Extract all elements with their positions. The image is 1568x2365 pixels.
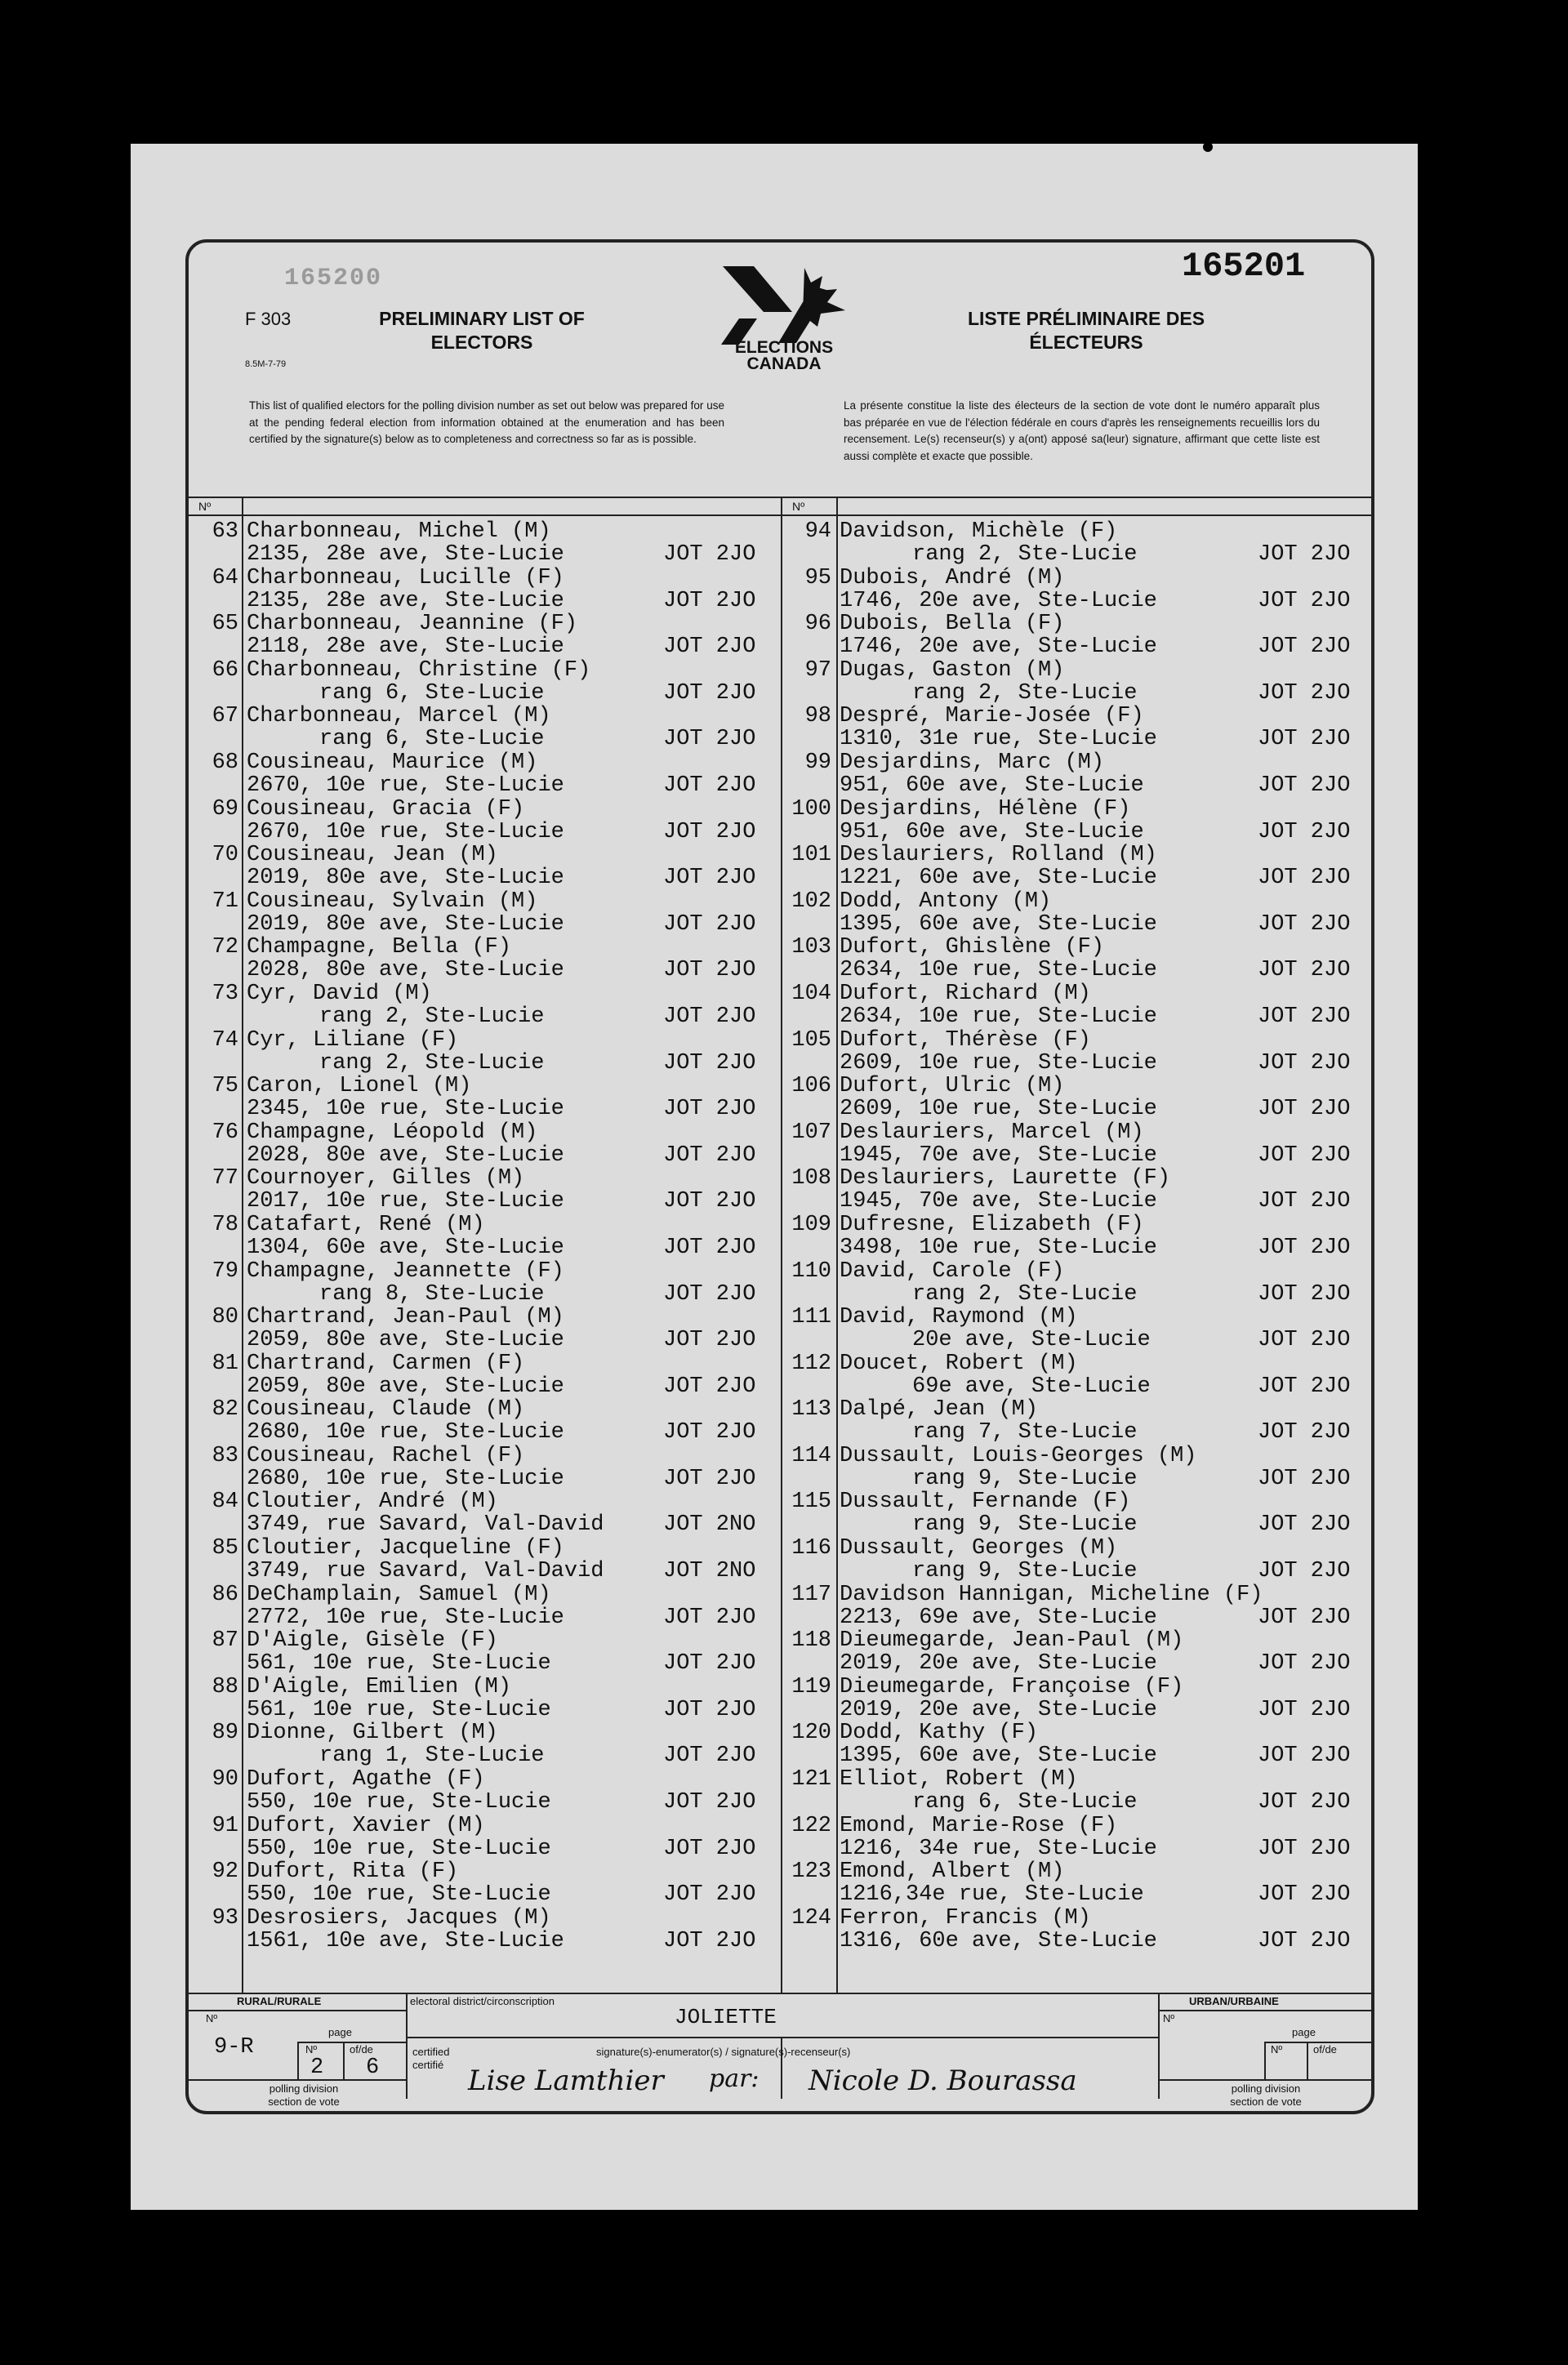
- elector-number: 118: [791, 1628, 831, 1654]
- footer-top-rule: [189, 1993, 1373, 1994]
- elector-name: Dufresne, Elizabeth (F): [840, 1212, 1144, 1237]
- elector-number: 91: [212, 1813, 238, 1838]
- elector-number: 105: [791, 1027, 831, 1053]
- elector-address: 1561, 10e ave, Ste-Lucie: [247, 1928, 564, 1953]
- elector-number: 69: [212, 796, 238, 822]
- elector-number: 115: [791, 1490, 831, 1515]
- elector-name: Despré, Marie-Josée (F): [840, 704, 1144, 729]
- elector-number: 72: [212, 935, 238, 960]
- urban-page-label: page: [1292, 2026, 1316, 2038]
- elector-address: 2213, 69e ave, Ste-Lucie: [840, 1605, 1157, 1630]
- elector-postal-code: JOT 2JO: [663, 1420, 756, 1445]
- elector-address: 1216, 34e rue, Ste-Lucie: [840, 1836, 1157, 1861]
- elector-name: Charbonneau, Christine (F): [247, 657, 591, 683]
- elector-number: 103: [791, 935, 831, 960]
- elector-address: rang 2, Ste-Lucie: [319, 1004, 545, 1029]
- elector-address: 69e ave, Ste-Lucie: [912, 1374, 1151, 1399]
- elector-number: 81: [212, 1351, 238, 1376]
- elector-address: 2670, 10e rue, Ste-Lucie: [247, 773, 564, 798]
- elector-name: Dussault, Georges (M): [840, 1536, 1118, 1561]
- urban-bottom-rule: [1158, 2079, 1373, 2081]
- title-french: LISTE PRÉLIMINAIRE DES ÉLECTEURS: [967, 308, 1205, 353]
- elector-address: rang 2, Ste-Lucie: [319, 1050, 545, 1076]
- elector-address: 2772, 10e rue, Ste-Lucie: [247, 1605, 564, 1630]
- elector-number: 107: [791, 1120, 831, 1145]
- elector-postal-code: JOT 2JO: [663, 1374, 756, 1399]
- elector-name: David, Carole (F): [840, 1258, 1065, 1284]
- elector-number: 101: [791, 843, 831, 868]
- elector-postal-code: JOT 2NO: [663, 1559, 756, 1584]
- form-code: F 303: [245, 309, 292, 329]
- elector-name: Dufort, Rita (F): [247, 1859, 459, 1885]
- elector-number: 123: [791, 1859, 831, 1885]
- elector-postal-code: JOT 2JO: [663, 1790, 756, 1815]
- elector-address: 2680, 10e rue, Ste-Lucie: [247, 1466, 564, 1491]
- elector-number: 63: [212, 519, 238, 544]
- number-header-left: Nº: [198, 500, 212, 513]
- elector-address: 2019, 80e ave, Ste-Lucie: [247, 911, 564, 937]
- elector-postal-code: JOT 2JO: [1258, 911, 1351, 937]
- elector-postal-code: JOT 2JO: [1258, 1836, 1351, 1861]
- elector-name: Elliot, Robert (M): [840, 1767, 1078, 1793]
- elector-address: 1310, 31e rue, Ste-Lucie: [840, 727, 1157, 752]
- elector-postal-code: JOT 2JO: [663, 1328, 756, 1353]
- elector-number: 104: [791, 981, 831, 1006]
- elector-postal-code: JOT 2JO: [1258, 1697, 1351, 1722]
- elector-address: 951, 60e ave, Ste-Lucie: [840, 773, 1144, 798]
- urban-label: URBAN/URBAINE: [1189, 1995, 1279, 2007]
- page-box-rule-1: [297, 2042, 299, 2079]
- elector-number: 84: [212, 1490, 238, 1515]
- elector-name: Desjardins, Hélène (F): [840, 796, 1131, 822]
- intro-text-english: This list of qualified electors for the polling division number as set out below was prepared for use at the pending federal election from information obtained at the enumeration and has been certified by the signature(s) below as to completeness and correctness so far as is possible.: [249, 399, 724, 445]
- elector-address: rang 2, Ste-Lucie: [912, 542, 1138, 567]
- elector-address: rang 8, Ste-Lucie: [319, 1281, 545, 1307]
- elector-number: 65: [212, 612, 238, 637]
- elector-name: Dussault, Fernande (F): [840, 1490, 1131, 1515]
- page-number: 2: [310, 2055, 324, 2080]
- elector-postal-code: JOT 2JO: [663, 1142, 756, 1168]
- elector-name: Emond, Marie-Rose (F): [840, 1813, 1118, 1838]
- elector-number: 88: [212, 1674, 238, 1699]
- elector-address: 550, 10e rue, Ste-Lucie: [247, 1790, 551, 1815]
- elector-name: David, Raymond (M): [840, 1305, 1078, 1330]
- elector-postal-code: JOT 2JO: [663, 727, 756, 752]
- elector-address: rang 9, Ste-Lucie: [912, 1512, 1138, 1538]
- elector-number: 92: [212, 1859, 238, 1885]
- elector-number: 73: [212, 981, 238, 1006]
- elector-name: Cournoyer, Gilles (M): [247, 1166, 525, 1191]
- elector-postal-code: JOT 2JO: [1258, 1790, 1351, 1815]
- elector-address: rang 6, Ste-Lucie: [319, 727, 545, 752]
- elector-postal-code: JOT 2JO: [1258, 1097, 1351, 1122]
- elector-name: Chartrand, Carmen (F): [247, 1351, 525, 1376]
- elector-name: Doucet, Robert (M): [840, 1351, 1078, 1376]
- page-total: 6: [366, 2055, 380, 2080]
- elector-address: 2634, 10e rue, Ste-Lucie: [840, 958, 1157, 983]
- elector-name: Cousineau, Sylvain (M): [247, 889, 538, 914]
- elector-number: 77: [212, 1166, 238, 1191]
- elector-postal-code: JOT 2JO: [663, 1466, 756, 1491]
- serial-number: 165201: [1182, 247, 1306, 286]
- elector-name: Deslauriers, Marcel (M): [840, 1120, 1144, 1145]
- elector-address: 20e ave, Ste-Lucie: [912, 1328, 1151, 1353]
- right-number-column-rule: [836, 497, 838, 1993]
- elector-number: 89: [212, 1721, 238, 1746]
- elector-number: 110: [791, 1258, 831, 1284]
- urban-polling-division-label: polling division section de vote: [1230, 2082, 1302, 2108]
- elector-name: Dalpé, Jean (M): [840, 1397, 1039, 1423]
- elector-number: 87: [212, 1628, 238, 1654]
- elector-name: Dodd, Kathy (F): [840, 1721, 1039, 1746]
- elector-address: 1395, 60e ave, Ste-Lucie: [840, 911, 1157, 937]
- elector-name: Dufort, Thérèse (F): [840, 1027, 1091, 1053]
- elector-number: 90: [212, 1767, 238, 1793]
- elector-name: Cousineau, Gracia (F): [247, 796, 525, 822]
- elector-address: 2019, 20e ave, Ste-Lucie: [840, 1697, 1157, 1722]
- elector-number: 67: [212, 704, 238, 729]
- elector-postal-code: JOT 2JO: [1258, 819, 1351, 844]
- elector-postal-code: JOT 2JO: [1258, 1281, 1351, 1307]
- elector-name: Charbonneau, Marcel (M): [247, 704, 551, 729]
- elector-address: 1746, 20e ave, Ste-Lucie: [840, 635, 1157, 660]
- number-header-right: Nº: [792, 500, 805, 513]
- elector-address: rang 1, Ste-Lucie: [319, 1744, 545, 1769]
- elector-postal-code: JOT 2JO: [663, 1189, 756, 1214]
- elector-number: 114: [791, 1443, 831, 1468]
- elector-address: 2345, 10e rue, Ste-Lucie: [247, 1097, 564, 1122]
- elector-number: 74: [212, 1027, 238, 1053]
- elector-address: 1945, 70e ave, Ste-Lucie: [840, 1142, 1157, 1168]
- elector-postal-code: JOT 2JO: [663, 1697, 756, 1722]
- elector-number: 108: [791, 1166, 831, 1191]
- elector-address: rang 9, Ste-Lucie: [912, 1559, 1138, 1584]
- elector-postal-code: JOT 2JO: [1258, 588, 1351, 613]
- elector-postal-code: JOT 2JO: [1258, 1744, 1351, 1769]
- elector-name: D'Aigle, Emilien (M): [247, 1674, 512, 1699]
- elector-number: 85: [212, 1536, 238, 1561]
- elector-name: Desrosiers, Jacques (M): [247, 1905, 551, 1931]
- elector-postal-code: JOT 2JO: [1258, 1928, 1351, 1953]
- elector-address: 3498, 10e rue, Ste-Lucie: [840, 1235, 1157, 1260]
- elector-name: Dionne, Gilbert (M): [247, 1721, 498, 1746]
- elector-name: Deslauriers, Rolland (M): [840, 843, 1157, 868]
- elector-address: 1395, 60e ave, Ste-Lucie: [840, 1744, 1157, 1769]
- enumerator-signature-1: Lise Lamthier: [468, 2064, 664, 2097]
- elector-number: 96: [804, 612, 831, 637]
- elector-address: 2634, 10e rue, Ste-Lucie: [840, 1004, 1157, 1029]
- punch-hole: [1203, 142, 1213, 152]
- elector-name: Dufort, Ulric (M): [840, 1074, 1065, 1099]
- elector-name: DeChamplain, Samuel (M): [247, 1582, 551, 1607]
- elector-postal-code: JOT 2JO: [663, 588, 756, 613]
- elector-number: 102: [791, 889, 831, 914]
- elector-number: 76: [212, 1120, 238, 1145]
- elector-name: Cloutier, Jacqueline (F): [247, 1536, 564, 1561]
- elector-number: 79: [212, 1258, 238, 1284]
- elector-address: 2670, 10e rue, Ste-Lucie: [247, 819, 564, 844]
- page-of-label: of/de: [350, 2043, 373, 2055]
- rural-no-label: Nº: [206, 2012, 218, 2024]
- elector-name: Champagne, Bella (F): [247, 935, 512, 960]
- footer-left-rule: [406, 1993, 408, 2099]
- left-number-column-rule: [242, 497, 243, 1993]
- elector-address: 2135, 28e ave, Ste-Lucie: [247, 588, 564, 613]
- elector-number: 99: [804, 750, 831, 775]
- elector-address: 3749, rue Savard, Val-David: [247, 1559, 604, 1584]
- elector-name: Dufort, Richard (M): [840, 981, 1091, 1006]
- elector-address: 2019, 20e ave, Ste-Lucie: [840, 1651, 1157, 1677]
- elector-address: rang 6, Ste-Lucie: [912, 1790, 1138, 1815]
- elector-address: 1316, 60e ave, Ste-Lucie: [840, 1928, 1157, 1953]
- elector-postal-code: JOT 2JO: [663, 1651, 756, 1677]
- elector-address: rang 2, Ste-Lucie: [912, 680, 1138, 706]
- elector-postal-code: JOT 2JO: [1258, 958, 1351, 983]
- rural-label: RURAL/RURALE: [237, 1995, 322, 2007]
- signature-label: signature(s)-enumerator(s) / signature(s)-recenseur(s): [596, 2046, 851, 2058]
- elector-address: 550, 10e rue, Ste-Lucie: [247, 1836, 551, 1861]
- elector-postal-code: JOT 2JO: [1258, 1050, 1351, 1076]
- elector-address: 561, 10e rue, Ste-Lucie: [247, 1651, 551, 1677]
- page-no-label: Nº: [305, 2043, 318, 2055]
- elector-postal-code: JOT 2JO: [1258, 1235, 1351, 1260]
- elector-name: Davidson, Michèle (F): [840, 519, 1118, 544]
- elector-number: 68: [212, 750, 238, 775]
- elector-postal-code: JOT 2JO: [663, 1882, 756, 1908]
- elector-postal-code: JOT 2JO: [663, 1004, 756, 1029]
- elector-name: Davidson Hannigan, Micheline (F): [840, 1582, 1263, 1607]
- elector-address: 2680, 10e rue, Ste-Lucie: [247, 1420, 564, 1445]
- elector-address: rang 2, Ste-Lucie: [912, 1281, 1138, 1307]
- elector-postal-code: JOT 2JO: [1258, 1559, 1351, 1584]
- elector-name: Dufort, Xavier (M): [247, 1813, 485, 1838]
- elector-address: 2609, 10e rue, Ste-Lucie: [840, 1050, 1157, 1076]
- elector-name: Caron, Lionel (M): [247, 1074, 472, 1099]
- elector-postal-code: JOT 2JO: [1258, 1512, 1351, 1538]
- elector-name: Dieumegarde, Jean-Paul (M): [840, 1628, 1184, 1654]
- elector-number: 100: [791, 796, 831, 822]
- elector-number: 94: [804, 519, 831, 544]
- rural-label-rule: [189, 2010, 406, 2011]
- signature-by: par:: [709, 2064, 760, 2093]
- elector-address: 561, 10e rue, Ste-Lucie: [247, 1697, 551, 1722]
- elector-address: 3749, rue Savard, Val-David: [247, 1512, 604, 1538]
- elector-number: 78: [212, 1212, 238, 1237]
- elector-postal-code: JOT 2JO: [1258, 635, 1351, 660]
- elector-number: 119: [791, 1674, 831, 1699]
- elector-number: 80: [212, 1305, 238, 1330]
- elector-number: 122: [791, 1813, 831, 1838]
- elector-name: Cousineau, Claude (M): [247, 1397, 525, 1423]
- elector-number: 75: [212, 1074, 238, 1099]
- elector-name: Chartrand, Jean-Paul (M): [247, 1305, 564, 1330]
- elector-number: 93: [212, 1905, 238, 1931]
- elector-postal-code: JOT 2JO: [1258, 1004, 1351, 1029]
- elector-name: Dubois, Bella (F): [840, 612, 1065, 637]
- elector-postal-code: JOT 2JO: [1258, 1651, 1351, 1677]
- elector-address: 2059, 80e ave, Ste-Lucie: [247, 1328, 564, 1353]
- elector-name: Charbonneau, Lucille (F): [247, 565, 564, 590]
- elector-number: 82: [212, 1397, 238, 1423]
- elector-number: 109: [791, 1212, 831, 1237]
- elector-address: 2019, 80e ave, Ste-Lucie: [247, 866, 564, 891]
- page-box-rule-2: [343, 2042, 345, 2079]
- elector-address: rang 6, Ste-Lucie: [319, 680, 545, 706]
- elector-address: 1216,34e rue, Ste-Lucie: [840, 1882, 1144, 1908]
- elector-number: 111: [791, 1305, 831, 1330]
- elector-postal-code: JOT 2JO: [663, 680, 756, 706]
- elector-name: Deslauriers, Laurette (F): [840, 1166, 1171, 1191]
- elector-postal-code: JOT 2JO: [663, 542, 756, 567]
- elector-name: Cyr, David (M): [247, 981, 432, 1006]
- elector-address: rang 7, Ste-Lucie: [912, 1420, 1138, 1445]
- elector-address: 550, 10e rue, Ste-Lucie: [247, 1882, 551, 1908]
- elector-postal-code: JOT 2JO: [663, 1235, 756, 1260]
- elector-name: Catafart, René (M): [247, 1212, 485, 1237]
- elector-address: rang 9, Ste-Lucie: [912, 1466, 1138, 1491]
- elector-address: 2609, 10e rue, Ste-Lucie: [840, 1097, 1157, 1122]
- column-divider-rule: [781, 497, 782, 1993]
- urban-label-rule: [1158, 2010, 1373, 2011]
- elector-postal-code: JOT 2JO: [663, 773, 756, 798]
- elector-name: Cousineau, Maurice (M): [247, 750, 538, 775]
- urban-page-box-rule-1: [1264, 2042, 1266, 2079]
- polling-division-number: 9-R: [214, 2035, 254, 2060]
- elector-name: Charbonneau, Michel (M): [247, 519, 551, 544]
- elector-postal-code: JOT 2JO: [1258, 1466, 1351, 1491]
- title-english: PRELIMINARY LIST OF ELECTORS: [379, 308, 585, 353]
- elector-postal-code: JOT 2JO: [1258, 1420, 1351, 1445]
- elector-postal-code: JOT 2JO: [1258, 542, 1351, 567]
- elector-number: 106: [791, 1074, 831, 1099]
- elector-name: Cyr, Liliane (F): [247, 1027, 459, 1053]
- elector-name: Cloutier, André (M): [247, 1490, 498, 1515]
- polling-division-label: polling division section de vote: [268, 2082, 340, 2108]
- elector-number: 117: [791, 1582, 831, 1607]
- elector-number: 98: [804, 704, 831, 729]
- elector-number: 86: [212, 1582, 238, 1607]
- elector-name: Dufort, Agathe (F): [247, 1767, 485, 1793]
- certified-label: certified certifié: [412, 2046, 450, 2071]
- elector-name: Champagne, Léopold (M): [247, 1120, 538, 1145]
- svg-text:CANADA: CANADA: [746, 354, 822, 373]
- elector-name: Dussault, Louis-Georges (M): [840, 1443, 1197, 1468]
- elector-postal-code: JOT 2JO: [663, 866, 756, 891]
- elector-number: 66: [212, 657, 238, 683]
- rural-page-label: page: [328, 2026, 352, 2038]
- elector-number: 113: [791, 1397, 831, 1423]
- district-name: JOLIETTE: [675, 2005, 777, 2029]
- elector-name: Charbonneau, Jeannine (F): [247, 612, 578, 637]
- elector-address: 2135, 28e ave, Ste-Lucie: [247, 542, 564, 567]
- elector-postal-code: JOT 2JO: [663, 819, 756, 844]
- elector-postal-code: JOT 2JO: [663, 958, 756, 983]
- elector-postal-code: JOT 2JO: [663, 1836, 756, 1861]
- elector-address: 2028, 80e ave, Ste-Lucie: [247, 1142, 564, 1168]
- faint-stamp-number: 165200: [284, 265, 383, 292]
- elector-postal-code: JOT 2JO: [1258, 1374, 1351, 1399]
- elector-name: Emond, Albert (M): [840, 1859, 1065, 1885]
- elector-postal-code: JOT 2JO: [663, 1605, 756, 1630]
- elector-number: 116: [791, 1536, 831, 1561]
- elector-number: 120: [791, 1721, 831, 1746]
- elector-name: Champagne, Jeannette (F): [247, 1258, 564, 1284]
- elector-postal-code: JOT 2JO: [1258, 1882, 1351, 1908]
- elector-number: 71: [212, 889, 238, 914]
- elector-postal-code: JOT 2NO: [663, 1512, 756, 1538]
- elector-postal-code: JOT 2JO: [1258, 1328, 1351, 1353]
- svg-text:ELECTIONS: ELECTIONS: [734, 338, 834, 357]
- elector-number: 70: [212, 843, 238, 868]
- elector-address: 1304, 60e ave, Ste-Lucie: [247, 1235, 564, 1260]
- elector-postal-code: JOT 2JO: [663, 1097, 756, 1122]
- urban-page-box-rule-2: [1307, 2042, 1308, 2079]
- urban-page-no-label: Nº: [1271, 2043, 1283, 2055]
- intro-text-french: La présente constitue la liste des électeurs de la section de vote dont le numéro apparaît plus bas préparée en vue de l'élection fédérale en cours d'après les renseignements recueillis lors du recensement. Le(s) recenseur(s) y a(ont) apposé sa(leur) signature, affirmant que cette liste est aussi complète et exacte que possible.: [844, 399, 1320, 462]
- elector-postal-code: JOT 2JO: [663, 1281, 756, 1307]
- elector-number: 124: [791, 1905, 831, 1931]
- elector-address: 951, 60e ave, Ste-Lucie: [840, 819, 1144, 844]
- elector-address: 2118, 28e ave, Ste-Lucie: [247, 635, 564, 660]
- elector-number: 95: [804, 565, 831, 590]
- district-label: electoral district/circonscription: [410, 1995, 555, 2007]
- elector-name: Dieumegarde, Françoise (F): [840, 1674, 1184, 1699]
- elector-name: Cousineau, Jean (M): [247, 843, 498, 868]
- elector-address: 2017, 10e rue, Ste-Lucie: [247, 1189, 564, 1214]
- elector-postal-code: JOT 2JO: [663, 635, 756, 660]
- elector-address: 2028, 80e ave, Ste-Lucie: [247, 958, 564, 983]
- elector-number: 121: [791, 1767, 831, 1793]
- elector-name: D'Aigle, Gisèle (F): [247, 1628, 498, 1654]
- elector-name: Cousineau, Rachel (F): [247, 1443, 525, 1468]
- elector-address: 1746, 20e ave, Ste-Lucie: [840, 588, 1157, 613]
- elector-name: Dodd, Antony (M): [840, 889, 1052, 914]
- elector-postal-code: JOT 2JO: [663, 1744, 756, 1769]
- elector-name: Dubois, André (M): [840, 565, 1065, 590]
- elector-postal-code: JOT 2JO: [663, 1928, 756, 1953]
- elector-address: 2059, 80e ave, Ste-Lucie: [247, 1374, 564, 1399]
- elector-number: 83: [212, 1443, 238, 1468]
- elector-postal-code: JOT 2JO: [1258, 866, 1351, 891]
- elections-canada-logo: [715, 261, 853, 376]
- footer-right-rule: [1158, 1993, 1160, 2099]
- urban-no-label: Nº: [1163, 2012, 1175, 2024]
- elector-postal-code: JOT 2JO: [1258, 1189, 1351, 1214]
- enumerator-signature-2: Nicole D. Bourassa: [808, 2064, 1077, 2097]
- elector-postal-code: JOT 2JO: [1258, 1605, 1351, 1630]
- elector-address: 1945, 70e ave, Ste-Lucie: [840, 1189, 1157, 1214]
- elector-postal-code: JOT 2JO: [663, 911, 756, 937]
- elector-name: Dufort, Ghislène (F): [840, 935, 1105, 960]
- print-code: 8.5M-7-79: [245, 359, 287, 369]
- elector-number: 64: [212, 565, 238, 590]
- elector-name: Ferron, Francis (M): [840, 1905, 1091, 1931]
- urban-page-of-label: of/de: [1313, 2043, 1337, 2055]
- elector-address: 1221, 60e ave, Ste-Lucie: [840, 866, 1157, 891]
- elector-postal-code: JOT 2JO: [1258, 727, 1351, 752]
- elector-name: Dugas, Gaston (M): [840, 657, 1065, 683]
- elector-number: 97: [804, 657, 831, 683]
- elector-postal-code: JOT 2JO: [1258, 680, 1351, 706]
- elector-postal-code: JOT 2JO: [1258, 1142, 1351, 1168]
- elector-number: 112: [791, 1351, 831, 1376]
- elector-postal-code: JOT 2JO: [663, 1050, 756, 1076]
- elector-name: Desjardins, Marc (M): [840, 750, 1105, 775]
- elector-postal-code: JOT 2JO: [1258, 773, 1351, 798]
